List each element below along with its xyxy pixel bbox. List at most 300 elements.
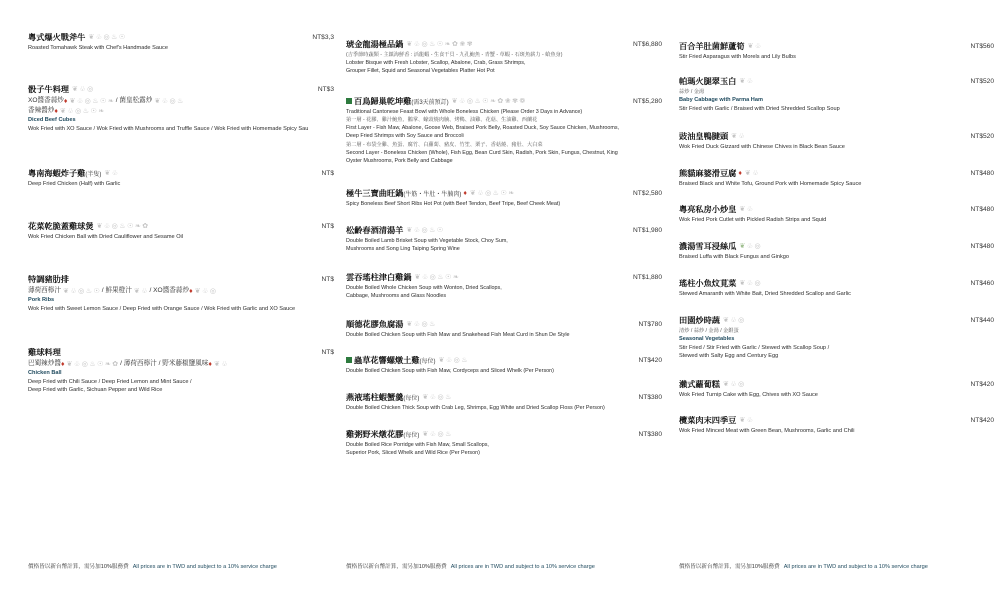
menu-item bbox=[679, 166, 994, 189]
dish-name: 濃湯雪耳浸絲瓜 bbox=[679, 241, 737, 251]
dish-name: 瀨式蘿蔔糕 bbox=[679, 379, 720, 389]
dish-english: Oyster Mushrooms, Pork Belly and Cabbage bbox=[346, 157, 453, 164]
dietary-icon: ◎ bbox=[81, 360, 88, 368]
dish-english: Double Boiled Chicken Soup with Fish Maw, Cordyceps and Sliced Whelk (Per Person) bbox=[346, 368, 554, 374]
dish-english: Stir Fried Asparagus with Morels and Lily Bulbs bbox=[679, 54, 796, 60]
dietary-icon: ❦ bbox=[469, 189, 476, 197]
dietary-icon: ♧ bbox=[746, 77, 753, 85]
allergen-icons bbox=[67, 361, 119, 368]
dietary-icon: ☉ bbox=[97, 360, 104, 368]
dish-price: NT$520 bbox=[970, 77, 994, 85]
menu-item bbox=[346, 270, 662, 300]
dietary-icon: ❧ bbox=[104, 360, 111, 368]
dietary-icon: ☉ bbox=[90, 107, 97, 115]
dish-price: NT$5,280 bbox=[633, 97, 662, 105]
allergen-icons bbox=[739, 243, 760, 250]
dietary-icon: ♧ bbox=[730, 380, 737, 388]
dietary-icon: ♧ bbox=[746, 205, 753, 213]
dish-price: NT$420 bbox=[638, 356, 662, 364]
allergen-icons bbox=[134, 288, 148, 295]
dietary-icon: ♨ bbox=[111, 33, 118, 41]
dish-english: Cabbage, Mushrooms and Glass Noodles bbox=[346, 293, 447, 300]
dish-price: NT$2,580 bbox=[633, 189, 662, 197]
menu-item bbox=[679, 39, 994, 62]
dietary-icon: ♨ bbox=[177, 97, 184, 105]
dish-name: 雲吞瑤柱津白雞鍋 bbox=[346, 272, 412, 282]
dish-tag: Seasonal Vegetables bbox=[679, 336, 735, 342]
dietary-icon: ◎ bbox=[738, 380, 745, 388]
dietary-icon: ☉ bbox=[436, 40, 444, 48]
dietary-icon: ❦ bbox=[406, 226, 413, 234]
dietary-icon: ❦ bbox=[154, 97, 161, 105]
dish-name: 松齡春酒清湯羊 bbox=[346, 225, 404, 235]
dietary-icon: ♧ bbox=[70, 287, 77, 295]
dish-english: Traditional Cantonese Feast Bowl with Whole Boneless Chicken (Please Order 3 Days in Advance) bbox=[346, 109, 583, 115]
dietary-icon: ✿ bbox=[452, 40, 458, 48]
dish-english: Braised Luffa with Black Fungus and Ginkgo bbox=[679, 254, 789, 260]
dietary-icon: ❦ bbox=[96, 222, 103, 230]
dietary-icon: ♧ bbox=[746, 416, 753, 424]
menu-item bbox=[679, 413, 994, 436]
dietary-icon: ❦ bbox=[66, 360, 73, 368]
dietary-icon: ❀ bbox=[504, 97, 511, 105]
dish-english: Mushrooms and Song Ling Taiping Spring Wine bbox=[346, 246, 460, 253]
allergen-icons bbox=[154, 98, 183, 105]
chili-icon: ♦ bbox=[54, 107, 58, 115]
chili-icon: ♦ bbox=[738, 169, 742, 177]
dietary-icon: ♧ bbox=[76, 97, 84, 105]
dietary-icon: ☉ bbox=[127, 222, 134, 230]
allergen-icons bbox=[214, 361, 228, 368]
allergen-icons bbox=[97, 223, 149, 230]
dietary-icon: ❧ bbox=[98, 107, 105, 115]
dish-price: NT$ bbox=[321, 169, 334, 177]
dietary-icon: ❦ bbox=[414, 273, 421, 281]
dietary-icon: ♨ bbox=[474, 97, 481, 105]
menu-column-2 bbox=[346, 0, 662, 600]
dietary-icon: ♧ bbox=[445, 356, 453, 364]
dietary-icon: ♧ bbox=[79, 85, 86, 93]
dish-english: Spicy Boneless Beef Short Ribs Hot Pot (with Beef Tendon, Beef Tripe, Beef Cheek Meat) bbox=[346, 201, 561, 207]
dietary-icon: ❦ bbox=[214, 360, 220, 368]
dietary-icon: ◎ bbox=[466, 97, 473, 105]
dietary-icon: ◎ bbox=[84, 97, 91, 105]
dish-name: 豉油皇鴨腱頭 bbox=[679, 131, 729, 141]
dish-name: 骰子牛料理 bbox=[28, 84, 69, 94]
dish-price: NT$480 bbox=[970, 169, 994, 177]
allergen-icons bbox=[60, 108, 104, 115]
dietary-icon: ♨ bbox=[461, 356, 468, 364]
dietary-icon: ♧ bbox=[95, 33, 102, 41]
dish-english: Deep Fried Shrimps with Soy Sauce and Broccoli bbox=[346, 133, 464, 140]
dietary-icon: ♨ bbox=[119, 222, 126, 230]
chili-icon: ♦ bbox=[60, 360, 65, 368]
dish-note: (每位) bbox=[419, 358, 436, 365]
allergen-icons bbox=[739, 280, 760, 287]
dietary-icon: ❦ bbox=[59, 107, 66, 115]
dietary-icon: ♨ bbox=[437, 273, 444, 281]
dish-price: NT$380 bbox=[638, 393, 662, 401]
menu-item bbox=[28, 219, 334, 242]
layer-chinese: 第二層 - 布袋全雞、魚蛋、腐竹、白蘿蔔、豬皮、竹笙、栗子、香菇燒、豬肚、大白菜 bbox=[346, 141, 543, 148]
dish-name: 帕瑪火腿翠玉白 bbox=[679, 76, 737, 86]
dish-chinese-detail: (吉季節時蔬類 - 主鎮海鮮香 : 活龍蝦 - 生食干貝 - 九孔鮑魚 - 青蟹 - 草蝦 - 石斑魚薪力 - 蛤魚身) bbox=[346, 52, 563, 58]
dietary-icon: ♧ bbox=[429, 430, 436, 438]
dish-note: (需3天前預訂) bbox=[411, 99, 449, 106]
dish-chinese-detail: 清炒 / 蒜炒 / 金湯 / 金銀蛋 bbox=[679, 328, 739, 334]
dish-english: Double Boiled Chicken Soup with Fish Maw and Snakehead Fish Meat Curd in Shun De Style bbox=[346, 332, 570, 338]
dietary-icon: ♧ bbox=[413, 226, 420, 234]
dietary-icon: ❦ bbox=[739, 77, 746, 85]
dietary-icon: ❀ bbox=[459, 40, 466, 48]
dietary-icon: ❦ bbox=[744, 169, 751, 177]
dietary-icon: ◎ bbox=[738, 316, 745, 324]
dietary-icon: ❧ bbox=[444, 40, 451, 48]
dietary-icon: ♧ bbox=[738, 132, 745, 140]
dietary-icon: ❦ bbox=[731, 132, 738, 140]
dietary-icon: ❁ bbox=[519, 97, 526, 105]
allergen-icons bbox=[745, 170, 759, 177]
dietary-icon: ✾ bbox=[466, 40, 473, 48]
menu-item bbox=[346, 427, 662, 457]
dish-name: 欖菜肉末四季豆 bbox=[679, 415, 737, 425]
dietary-icon: ✿ bbox=[142, 222, 149, 230]
menu-item bbox=[346, 186, 662, 208]
dish-english: Wok Fried Turnip Cake with Egg, Chives with XO Sauce bbox=[679, 392, 818, 398]
dietary-icon: ♧ bbox=[429, 393, 436, 401]
allergen-icons bbox=[69, 98, 113, 105]
allergen-icons bbox=[748, 43, 762, 50]
dietary-icon: ♨ bbox=[92, 97, 99, 105]
chili-icon: ♦ bbox=[463, 189, 467, 197]
dietary-icon: ☉ bbox=[482, 97, 489, 105]
option-line: XO醬香蒜炒 ♦ ❦ ♧ ◎ ♨ ☉ ❧ / 菌皇松露炒 ❦ ♧ ◎ ♨ bbox=[28, 97, 184, 105]
dish-english: Double Boiled Chicken Thick Soup with Crab Leg, Shrimps, Egg White and Dried Scallop Floss (Per Person) bbox=[346, 405, 605, 411]
dietary-icon: ☉ bbox=[118, 33, 126, 41]
allergen-icons bbox=[739, 78, 753, 85]
dietary-icon: ◎ bbox=[429, 273, 436, 281]
dietary-icon: ♨ bbox=[429, 320, 436, 328]
dish-english: Deep Fried with Garlic, Sichuan Pepper and Wild Rice bbox=[28, 387, 163, 393]
allergen-icons bbox=[72, 86, 93, 93]
dish-english: Stir Fried with Garlic / Braised with Dried Shredded Scallop Soup bbox=[679, 105, 840, 112]
dietary-icon: ◎ bbox=[111, 222, 118, 230]
dish-name: 雞粥野米燉花膠 bbox=[346, 429, 404, 439]
option-line: 薄荷西檸汁 ❦ ♧ ◎ ♨ ☉ / 鮮果橙汁 ❦ ♧ / XO醬香蒜炒 ♦ ❦ ♧ ◎ bbox=[28, 287, 216, 295]
menu-item bbox=[679, 276, 994, 299]
dietary-icon: ❦ bbox=[104, 169, 111, 177]
dish-price: NT$1,880 bbox=[633, 273, 662, 281]
allergen-icons bbox=[739, 417, 753, 424]
dish-english: Stewed with Salty Egg and Century Egg bbox=[679, 353, 779, 359]
dish-price: NT$520 bbox=[970, 132, 994, 140]
allergen-icons bbox=[104, 170, 118, 177]
service-charge-note: 價格皆以新台幣計算，需另加10%服務費 All prices are in TWD and subject to a 10% service charge bbox=[679, 564, 928, 570]
dietary-icon: ❧ bbox=[107, 97, 114, 105]
dish-name: 瑤柱小魚炆莧菜 bbox=[679, 278, 737, 288]
dish-name: 極牛三寶曲旺鍋 bbox=[346, 188, 404, 198]
menu-item bbox=[28, 166, 334, 189]
dietary-icon: ❦ bbox=[194, 287, 201, 295]
dish-price: NT$ bbox=[321, 275, 334, 283]
dietary-icon: ☉ bbox=[445, 273, 452, 281]
dish-english: Double Boiled Whole Chicken Soup with Wonton, Dried Scallops, bbox=[346, 285, 502, 291]
dietary-icon: ♧ bbox=[161, 97, 168, 105]
dietary-icon: ❦ bbox=[722, 380, 729, 388]
dietary-icon: ◎ bbox=[421, 40, 428, 48]
dish-price: NT$1,980 bbox=[633, 226, 662, 234]
dish-tag: Pork Ribs bbox=[28, 297, 55, 303]
dish-price: NT$420 bbox=[970, 380, 994, 388]
dietary-icon: ✿ bbox=[112, 360, 119, 368]
allergen-icons bbox=[406, 321, 435, 328]
dish-name: 粵亮私房小炒皇 bbox=[679, 204, 737, 214]
dish-english: Second Layer - Boneless Chicken (Whole), Fish Egg, Bean Curd Skin, Radish, Pork Skin, Fungus, Chestnut, King bbox=[346, 149, 618, 156]
dish-english: Lobster Bisque with Fresh Lobster, Scallop, Abalone, Crab, Grass Shrimps, bbox=[346, 60, 526, 66]
dish-tag: Diced Beef Cubes bbox=[28, 117, 76, 123]
dish-english: Wok Fried Duck Gizzard with Chinese Chives in Black Bean Sauce bbox=[679, 144, 845, 150]
dietary-icon: ♧ bbox=[103, 222, 111, 230]
menu-item bbox=[28, 345, 334, 395]
dish-name: 蟲草花響螺燉土雞 bbox=[354, 355, 420, 365]
dietary-icon: ☉ bbox=[436, 226, 444, 234]
allergen-icons bbox=[195, 288, 216, 295]
dish-name: 粵南海蝦炸子雞 bbox=[28, 168, 86, 178]
chili-icon: ♦ bbox=[208, 360, 212, 368]
chili-icon: ♦ bbox=[189, 287, 193, 295]
dish-tag: Baby Cabbage with Parma Ham bbox=[679, 97, 763, 103]
dietary-icon: ❦ bbox=[133, 287, 140, 295]
dietary-icon: ☉ bbox=[93, 287, 100, 295]
dietary-icon: ♨ bbox=[429, 40, 436, 48]
allergen-icons bbox=[406, 41, 472, 48]
dish-english: Wok Fried with XO Sauce / Wok Fried with Mushrooms and Truffle Sauce / Wok Fried with Homemade Spicy Sau bbox=[28, 125, 309, 132]
dietary-icon: ❦ bbox=[62, 287, 69, 295]
house-special-icon bbox=[346, 357, 352, 363]
service-charge-note: 價格皆以新台幣計算，需另加10%服務費 All prices are in TWD and subject to a 10% service charge bbox=[346, 564, 595, 570]
allergen-icons bbox=[63, 288, 100, 295]
dish-price: NT$460 bbox=[970, 279, 994, 287]
dietary-icon: ❧ bbox=[452, 273, 459, 281]
allergen-icons bbox=[406, 227, 443, 234]
dish-english: Superior Pork, Sliced Whelk and Wild Rice (Per Person) bbox=[346, 450, 480, 457]
dietary-icon: ◎ bbox=[75, 107, 82, 115]
allergen-icons bbox=[422, 431, 451, 438]
dish-name: 百鳥歸巢乾坤雞 bbox=[354, 96, 412, 106]
dietary-icon: ♨ bbox=[492, 189, 499, 197]
dish-name: 花菜乾脆蓋雞球煲 bbox=[28, 221, 94, 231]
dietary-icon: ❧ bbox=[508, 189, 515, 197]
dietary-icon: ◎ bbox=[421, 320, 428, 328]
dish-name: 燕液瑤柱蝦蟹羹 bbox=[346, 392, 404, 402]
dietary-icon: ♨ bbox=[429, 226, 436, 234]
menu-item bbox=[679, 313, 994, 361]
option-line: 巴蜀辣炒醬 ♦ ❦ ♧ ◎ ♨ ☉ ❧ ✿ / 薄荷西檸汁 / 野米藤椒鹽風味 ♦ ❦ ♧ bbox=[28, 360, 228, 368]
allergen-icons bbox=[422, 394, 451, 401]
dietary-icon: ♧ bbox=[746, 279, 753, 287]
menu-item bbox=[679, 377, 994, 400]
dietary-icon: ♨ bbox=[445, 393, 452, 401]
dietary-icon: ❦ bbox=[739, 205, 746, 213]
dish-english: Deep Fried with Chili Sauce / Deep Fried Lemon and Mint Sauce / bbox=[28, 378, 192, 385]
dish-price: NT$380 bbox=[638, 430, 662, 438]
dietary-icon: ◎ bbox=[485, 189, 492, 197]
allergen-icons bbox=[452, 98, 526, 105]
dish-english: Grouper Fillet, Squid and Seasonal Vegetables Platter Hot Pot bbox=[346, 68, 495, 75]
vegetarian-icon: ❦ bbox=[739, 242, 746, 250]
dish-english: Double Boiled Lamb Brisket Soup with Vegetable Stock, Choy Sum, bbox=[346, 238, 508, 244]
dietary-icon: ♨ bbox=[82, 107, 89, 115]
house-special-icon bbox=[346, 98, 352, 104]
dish-english: Roasted Tomahawk Steak with Chef's Handmade Sauce bbox=[28, 45, 168, 51]
allergen-icons bbox=[439, 357, 468, 364]
dietary-icon: ◎ bbox=[754, 279, 761, 287]
dietary-icon: ✾ bbox=[512, 97, 518, 105]
dietary-icon: ♨ bbox=[445, 430, 452, 438]
dish-price: NT$6,880 bbox=[633, 40, 662, 48]
dietary-icon: ♧ bbox=[421, 273, 429, 281]
dietary-icon: ♧ bbox=[141, 287, 148, 295]
dish-price: NT$ bbox=[321, 348, 334, 356]
allergen-icons bbox=[723, 381, 744, 388]
menu-item bbox=[346, 390, 662, 412]
dish-name: 熊貓麻婆滑豆腐 bbox=[679, 168, 737, 178]
dish-price: NT$480 bbox=[970, 242, 994, 250]
dietary-icon: ◎ bbox=[437, 430, 444, 438]
dish-name: 百合羊肚菌鮮蘆筍 bbox=[679, 41, 745, 51]
menu-item bbox=[28, 82, 334, 133]
dietary-icon: ☉ bbox=[500, 189, 507, 197]
menu-item bbox=[346, 94, 662, 165]
dietary-icon: ❦ bbox=[88, 33, 95, 41]
dish-price: NT$ bbox=[321, 222, 334, 230]
chili-icon: ♦ bbox=[63, 97, 68, 105]
dietary-icon: ❦ bbox=[422, 393, 429, 401]
dish-name: 順德花膠魚腐湯 bbox=[346, 319, 404, 329]
allergen-icons bbox=[731, 133, 745, 140]
dish-tag: Chicken Ball bbox=[28, 370, 62, 376]
dietary-icon: ◎ bbox=[87, 85, 94, 93]
dish-english: Double Boiled Rice Porridge with Fish Maw, Small Scallops, bbox=[346, 442, 489, 448]
dish-name: 粵式爆火戰斧牛 bbox=[28, 32, 86, 42]
dish-english: Deep Fried Chicken (Half) with Garlic bbox=[28, 181, 121, 187]
dietary-icon: ❦ bbox=[451, 97, 458, 105]
dietary-icon: ♧ bbox=[413, 320, 420, 328]
menu-column-3 bbox=[679, 0, 994, 600]
dietary-icon: ❦ bbox=[71, 85, 78, 93]
menu-item bbox=[346, 37, 662, 75]
allergen-icons bbox=[470, 190, 514, 197]
dish-name: 琥金龍湯極品鍋 bbox=[346, 39, 404, 49]
dietary-icon: ❦ bbox=[722, 316, 729, 324]
allergen-icons bbox=[723, 317, 744, 324]
dish-english: Wok Fried Pork Cutlet with Pickled Radish Strips and Squid bbox=[679, 217, 827, 223]
menu-item bbox=[346, 353, 662, 375]
dish-english: First Layer - Fish Maw, Abalone, Goose Web, Braised Pork Belly, Roasted Duck, Soy Sauce Chicken, Mushrooms, bbox=[346, 125, 620, 132]
dish-name: 田園炒時蔬 bbox=[679, 315, 720, 325]
dish-english: Stir Fried / Stir Fried with Garlic / Stewed with Scallop Soup / bbox=[679, 344, 830, 351]
dish-price: NT$440 bbox=[970, 316, 994, 324]
dietary-icon: ♨ bbox=[85, 287, 93, 295]
dietary-icon: ♧ bbox=[221, 360, 228, 368]
dietary-icon: ♧ bbox=[459, 97, 466, 105]
option-line: 香辣醬炒 ♦ ❦ ♧ ◎ ♨ ☉ ❧ bbox=[28, 107, 105, 115]
allergen-icons bbox=[415, 274, 459, 281]
dietary-icon: ♧ bbox=[111, 169, 118, 177]
dietary-icon: ❦ bbox=[406, 320, 413, 328]
dish-english: Wok Fried Chicken Ball with Dried Cauliflower and Sesame Oil bbox=[28, 234, 184, 240]
dietary-icon: ❦ bbox=[739, 279, 746, 287]
dietary-icon: ♧ bbox=[730, 316, 737, 324]
dietary-icon: ♧ bbox=[413, 40, 420, 48]
dietary-icon: ✿ bbox=[497, 97, 504, 105]
dietary-icon: ❦ bbox=[422, 430, 429, 438]
dietary-icon: ◎ bbox=[437, 393, 444, 401]
dish-english: Wok Fried with Sweet Lemon Sauce / Deep Fried with Orange Sauce / Wok Fried with Garlic and XO Sauce bbox=[28, 305, 296, 312]
dietary-icon: ♧ bbox=[752, 169, 759, 177]
menu-column-1 bbox=[28, 0, 334, 600]
dish-english: Stewed Amaranth with White Bait, Dried Shredded Scallop and Garlic bbox=[679, 291, 851, 297]
dietary-icon: ◎ bbox=[453, 356, 460, 364]
menu-item bbox=[28, 30, 334, 53]
dish-name: 雞球料理 bbox=[28, 347, 61, 357]
menu-item bbox=[28, 272, 334, 313]
dish-note: (每位) bbox=[403, 395, 420, 402]
allergen-icons bbox=[88, 34, 125, 41]
dish-english: Braised Black and White Tofu, Ground Pork with Homemade Spicy Sauce bbox=[679, 181, 862, 187]
dietary-icon: ◎ bbox=[209, 287, 216, 295]
menu-item bbox=[679, 74, 994, 113]
dietary-icon: ❦ bbox=[747, 42, 754, 50]
dietary-icon: ❦ bbox=[739, 416, 746, 424]
dietary-icon: ❦ bbox=[438, 356, 445, 364]
dietary-icon: ♨ bbox=[89, 360, 96, 368]
dietary-icon: ♧ bbox=[67, 107, 74, 115]
dietary-icon: ♧ bbox=[754, 42, 762, 50]
service-charge-note: 價格皆以新台幣計算，需另加10%服務費 All prices are in TWD and subject to a 10% service charge bbox=[28, 564, 277, 570]
dietary-icon: ☉ bbox=[100, 97, 107, 105]
dish-price: NT$480 bbox=[970, 205, 994, 213]
dish-price: NT$420 bbox=[970, 416, 994, 424]
dish-note: (半隻) bbox=[85, 171, 102, 178]
dietary-icon: ❧ bbox=[490, 97, 496, 105]
dietary-icon: ❦ bbox=[406, 40, 413, 48]
dietary-icon: ♧ bbox=[202, 287, 209, 295]
menu-item bbox=[346, 317, 662, 339]
dish-price: NT$780 bbox=[638, 320, 662, 328]
dietary-icon: ♧ bbox=[73, 360, 81, 368]
dietary-icon: ❦ bbox=[69, 97, 76, 105]
dietary-icon: ❧ bbox=[134, 222, 141, 230]
dish-price: NT$3,3 bbox=[312, 33, 334, 41]
menu-item bbox=[679, 239, 994, 262]
dish-chinese-detail: 蒜炒 / 金湯 bbox=[679, 89, 705, 95]
menu-item bbox=[346, 223, 662, 253]
dietary-icon: ◎ bbox=[754, 242, 761, 250]
dish-price: NT$560 bbox=[970, 42, 994, 50]
menu-item bbox=[679, 129, 994, 152]
dietary-icon: ◎ bbox=[169, 97, 176, 105]
dish-english: Wok Fried Minced Meat with Green Bean, Mushrooms, Garlic and Chili bbox=[679, 428, 855, 434]
dietary-icon: ♧ bbox=[477, 189, 484, 197]
allergen-icons bbox=[739, 206, 753, 213]
dish-note: (牛筋・牛肚・牛腩肉) bbox=[403, 191, 462, 198]
dietary-icon: ◎ bbox=[421, 226, 428, 234]
layer-chinese: 第一層 - 花膠、雞汁鮑魚、鵝掌、蠔豉燒肉腩、烤鴨、油雞、花菇、生油雞、西蘭花 bbox=[346, 117, 538, 124]
dietary-icon: ◎ bbox=[78, 287, 85, 295]
dish-price: NT$3 bbox=[317, 85, 334, 93]
dish-note: (每位) bbox=[403, 432, 420, 439]
